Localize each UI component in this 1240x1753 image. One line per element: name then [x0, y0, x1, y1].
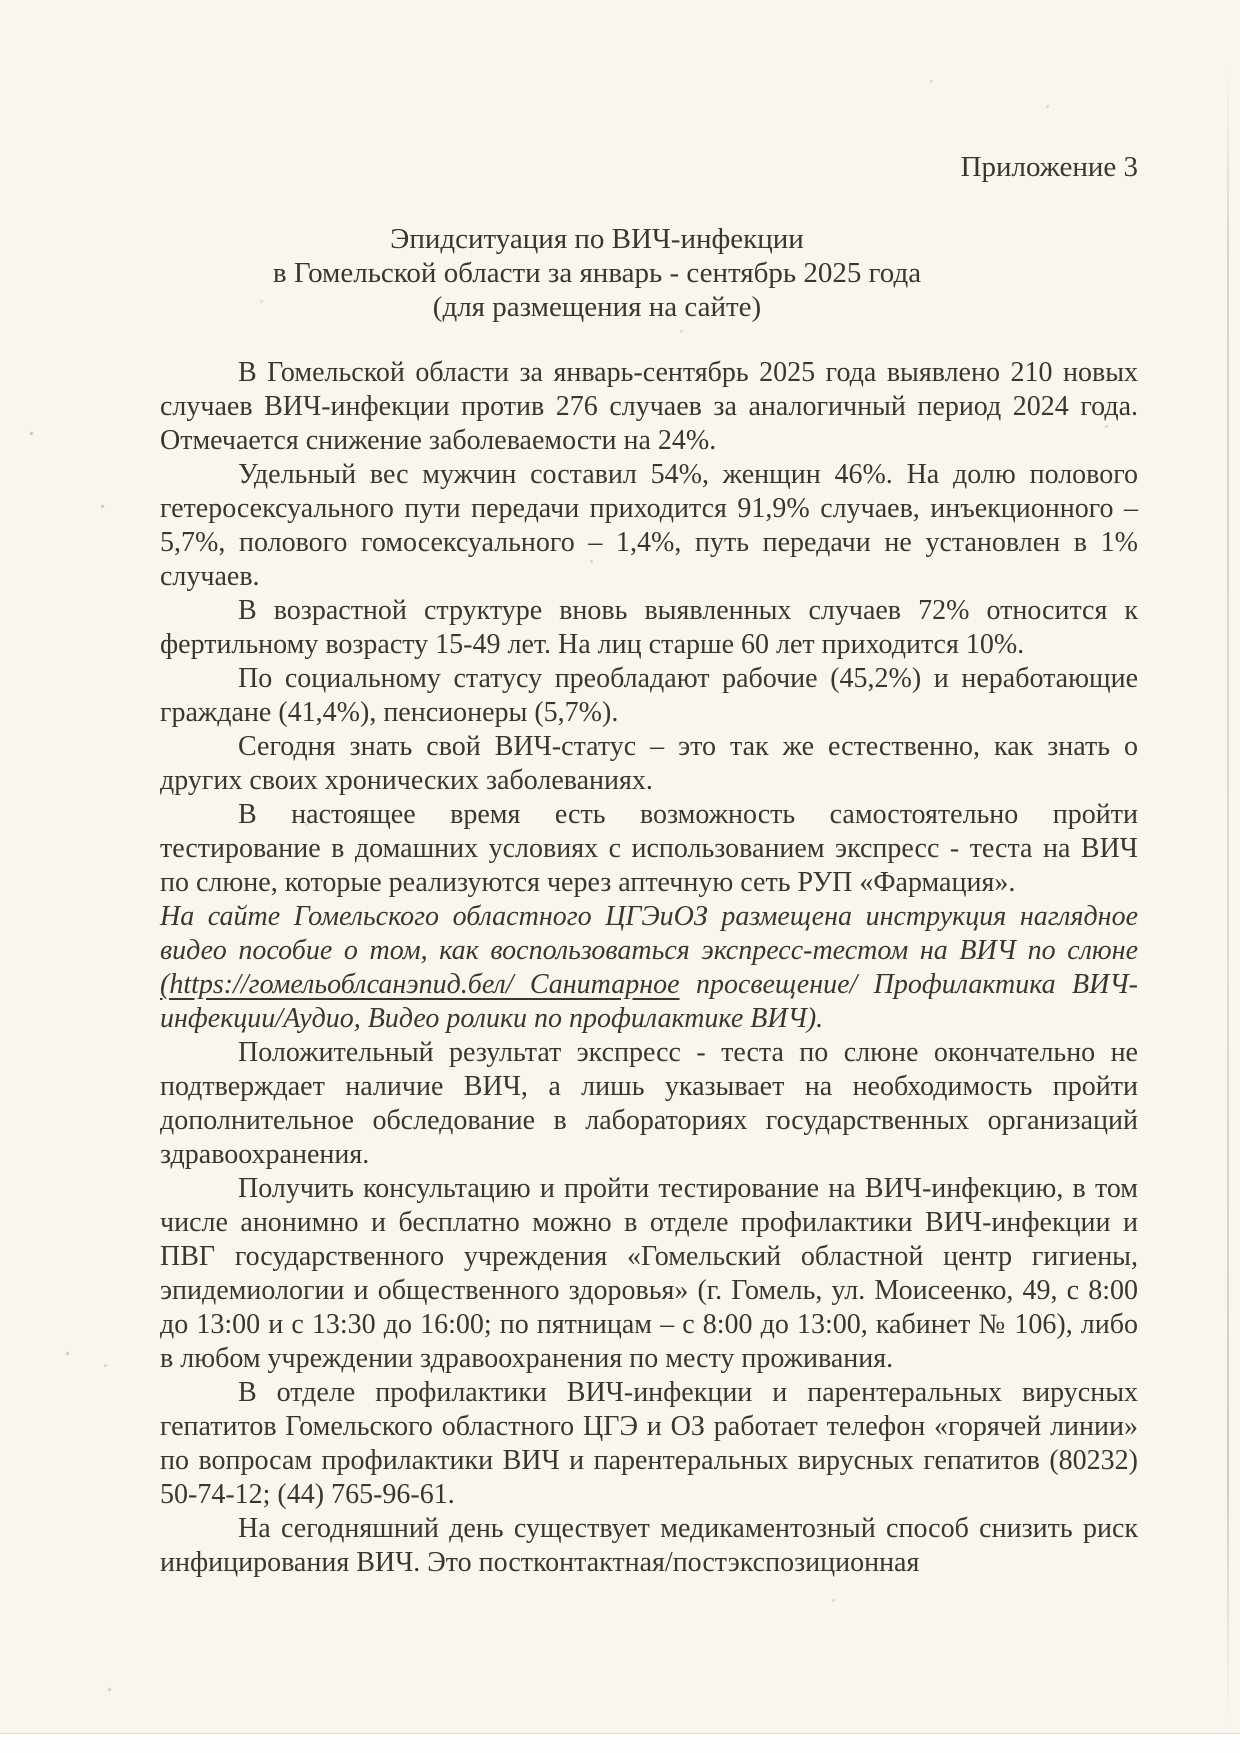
paragraph-social-status: По социальному статусу преобладают рабочие (45,2%) и неработающие граждане (41,4%), пенсионеры (5,7%).	[160, 663, 1138, 728]
title-line-1: Эпидситуация по ВИЧ-инфекции	[390, 223, 804, 255]
instruction-text: На сайте Гомельского областного ЦГЭиОЗ размещена инструкция наглядное видео пособие о том, как воспользоваться экспресс-тестом на ВИЧ по слюне	[160, 901, 1138, 966]
paragraph-hiv-status: Сегодня знать свой ВИЧ-статус – это так же естественно, как знать о других своих хронических заболеваниях.	[160, 731, 1138, 796]
paragraph-express-test: В настоящее время есть возможность самостоятельно пройти тестирование в домашних условиях с использованием экспресс - теста на ВИЧ по слюне, которые реализуются через аптечную сеть РУП «Фармация».	[160, 799, 1138, 898]
scan-bottom-edge	[0, 1733, 1240, 1753]
paragraph-consultation: Получить консультацию и пройти тестирование на ВИЧ-инфекцию, в том числе анонимно и бесплатно можно в отделе профилактики ВИЧ-инфекции и ПВГ государственного учреждения «Гомельский областной центр гигиены, эпидемиологии и общественного здоровья» (г. Гомель, ул. Моисеенко, 49, с 8:00 до 13:00 и с 13:30 до 16:00; по пятницам – с 8:00 до 13:00, кабинет № 106), либо в любом учреждении здравоохранения по месту проживания.	[160, 1173, 1138, 1374]
paragraph-gender-transmission: Удельный вес мужчин составил 54%, женщин 46%. На долю полового гетеросексуального пути передачи приходится 91,9% случаев, инъекционного – 5,7%, полового гомосексуального – 1,4%, путь передачи не установлен в 1% случаев.	[160, 459, 1138, 592]
document-content	[160, 150, 1138, 1580]
title-line-2: в Гомельской области за январь - сентябрь 2025 года	[272, 257, 922, 289]
document-title	[160, 222, 1034, 324]
paragraph-positive-result: Положительный результат экспресс - теста по слюне окончательно не подтверждает наличие ВИЧ, а лишь указывает на необходимость пройти дополнительное обследование в лабораториях государственных организаций здравоохранения.	[160, 1037, 1138, 1170]
paragraph-age-structure: В возрастной структуре вновь выявленных случаев 72% относится к фертильному возрасту 15-49 лет. На лиц старше 60 лет приходится 10%.	[160, 595, 1138, 660]
paragraph-website-instruction	[160, 900, 1138, 1036]
scan-noise-specks	[0, 0, 3, 3]
website-url-text: (https://гомельоблсанэпид.бел/ Санитарное	[160, 969, 680, 1000]
paragraph-hotline: В отделе профилактики ВИЧ-инфекции и парентеральных вирусных гепатитов Гомельского областного ЦГЭ и ОЗ работает телефон «горячей линии» по вопросам профилактики ВИЧ и парентеральных вирусных гепатитов (80232) 50-74-12; (44) 765-96-61.	[160, 1377, 1138, 1510]
title-line-3: (для размещения на сайте)	[432, 291, 762, 323]
annex-label: Приложение 3	[960, 151, 1138, 183]
scan-edge-line	[1227, 60, 1229, 1732]
paragraph-cases-2025: В Гомельской области за январь-сентябрь 2025 года выявлено 210 новых случаев ВИЧ-инфекции против 276 случаев за аналогичный период 2024 года. Отмечается снижение заболеваемости на 24%.	[160, 357, 1138, 456]
document-body	[160, 356, 1138, 1580]
paragraph-prophylaxis: На сегодняшний день существует медикаментозный способ снизить риск инфицирования ВИЧ. Это постконтактная/постэкспозиционная	[160, 1513, 1138, 1578]
instruction-text-tail: просвещение/ Профилактика ВИЧ-инфекции/Аудио, Видео ролики по профилактике ВИЧ).	[160, 969, 1138, 1034]
